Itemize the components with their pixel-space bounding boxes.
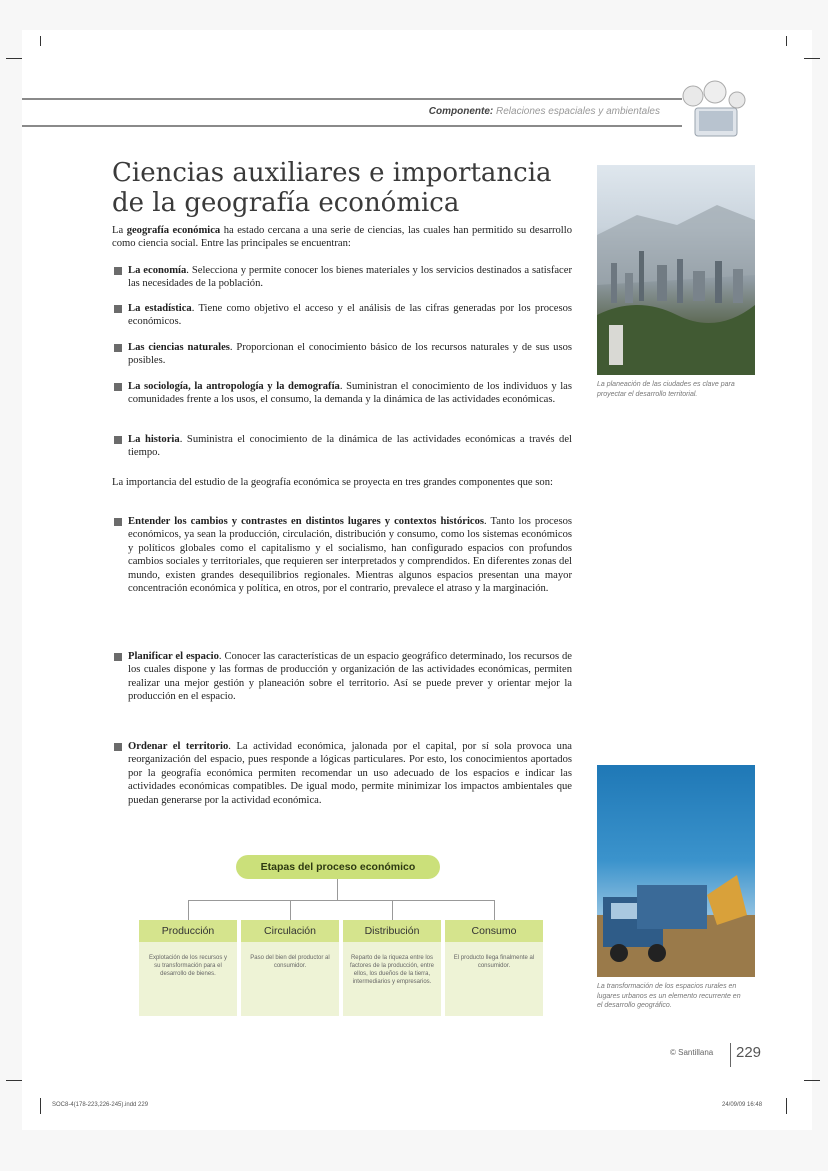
stage-description: Explotación de los recursos y su transformación para el desarrollo de bienes. [148,955,228,977]
intro-bold: geografía económica [126,225,221,236]
crop-mark [40,1098,41,1114]
stage-name: Producción [139,920,237,942]
diagram-connector [290,900,291,920]
diagram-connector [392,900,393,920]
bullet-square-icon [114,436,122,444]
bullet-text: . Proporcionan el conocimiento básico de los recursos naturales y de sus usos posibles. [128,342,572,367]
header-rule [22,125,682,127]
component-value: Relaciones espaciales y ambientales [496,106,660,117]
importance-paragraph: La importancia del estudio de la geografía económica se proyecta en tres grandes componentes que son: [112,477,553,488]
bullet-text: . Conocer las características de un espacio geográfico determinado, los recursos de los cuales dispone y las formas de producción y organización de las actividades económicas, permiten realizar una mejor gestión y planeación sobre el territorio. Así se puede prever y orientar mejor la producción en el espacio. [128,651,572,703]
bullet-text: . Suministran el conocimiento de los individuos y las comunidades frente a los usos, el consumo, la demanda y la dinámica de las actividades económicas. [128,381,572,406]
bullet-term: Ordenar el territorio [128,741,229,752]
crop-mark [804,58,820,59]
truck-photo [597,765,755,977]
print-slug-left: SOC8-4(178-223,226-245).indd 229 [52,1102,149,1108]
diagram-connector [188,900,189,920]
diagram-connector [188,900,494,901]
bullet-term: La sociología, la antropología y la demografía [128,381,340,392]
list-item [112,264,572,291]
crop-mark [786,1098,787,1114]
list-item [112,380,572,407]
bullet-text: . Suministra el conocimiento de la dinámica de las actividades económicas a través del tiempo. [128,434,572,459]
photo-caption: La transformación de los espacios rurales en lugares urbanos es un elemento recurrente en el desarrollo geográfico. [597,983,741,1009]
crop-mark [804,1080,820,1081]
list-item [112,740,572,807]
stage-card-consumo [445,920,543,1016]
bullet-square-icon [114,743,122,751]
crop-mark [6,1080,22,1081]
diagram-title: Etapas del proceso económico [236,855,440,879]
stage-name: Consumo [445,920,543,942]
component-label: Componente: [428,106,494,117]
bullet-term: Las ciencias naturales [128,342,230,353]
list-item [112,650,572,704]
list-item [112,433,572,460]
bullet-square-icon [114,518,122,526]
bullet-term: La estadística [128,303,192,314]
footer-divider [730,1043,731,1067]
truck-illustration [597,765,755,977]
intro-pre: La [112,225,127,236]
stage-card-circulacion [241,920,339,1016]
stage-description: Paso del bien del productor al consumidor. [250,955,330,969]
page-number: 229 [736,1044,762,1061]
publisher-brand: © Santillana [670,1048,714,1057]
page-title [112,158,582,218]
title-line-1: Ciencias auxiliares e importancia [112,158,552,188]
crop-mark [40,36,41,46]
list-item [112,302,572,329]
bullet-text: . Selecciona y permite conocer los bienes materiales y los servicios destinados a satisfacer las necesidades de la población. [128,265,572,290]
stage-description: El producto llega finalmente al consumidor. [453,955,535,969]
bullet-text: . La actividad económica, jalonada por el capital, por sí sola provoca una reorganización del espacio, pues responde a lógicas particulares. Por esto, los conocimientos aportados por la geografía económica permiten recomendar un uso adecuado de los espacios e indicar las actividades económicas compatibles. De igual modo, permite minimizar los impactos ambientales que puedan generarse por la actividad económica. [128,741,572,806]
city-skyline-illustration [597,165,755,375]
stage-card-produccion [139,920,237,1016]
bullet-term: Planificar el espacio [128,651,219,662]
mascot-computer-icon [665,78,755,140]
bullet-text: . Tanto los procesos económicos, ya sean la producción, circulación, distribución y consumo, como los sistemas económicos y políticos globales como el capitalismo y el socialismo, han configurado espacios con profundos cambios sociales y territoriales, que requieren ser interpretados y comprendidos. En diferentes zonas del mundo, existen grandes desequilibrios regionales. Mientras algunos espacios presentan una mayor concentración económica y política, en otros, por el contrario, prevalece el atraso y la marginación. [128,516,572,595]
component-header [330,106,660,117]
list-item [112,515,572,595]
diagram-connector [337,879,338,900]
intro-post: ha estado cercana a una serie de ciencias, las cuales han permitido su desarrollo como ciencia social. Entre las principales se encuentran: [112,225,572,250]
stage-card-distribucion [343,920,441,1016]
bullet-square-icon [114,305,122,313]
print-slug-right: 24/09/09 16:48 [722,1102,763,1108]
diagram-connector [494,900,495,920]
stage-name: Distribución [343,920,441,942]
crop-mark [786,36,787,46]
list-item [112,341,572,368]
bullet-term: La economía [128,265,187,276]
stage-name: Circulación [241,920,339,942]
bullet-square-icon [114,267,122,275]
bullet-text: . Tiene como objetivo el acceso y el análisis de las cifras generadas por los procesos económicos. [128,303,573,328]
title-line-2: de la geografía económica [112,188,460,218]
bullet-term: La historia [128,434,180,445]
photo-caption: La planeación de las ciudades es clave para proyectar el desarrollo territorial. [597,381,735,398]
intro-paragraph [112,224,572,251]
city-photo [597,165,755,375]
stage-description: Reparto de la riqueza entre los factores de la producción, entre ellos, los dueños de la tierra, intermediarios y empresarios. [349,955,435,985]
header-rule [22,98,682,100]
bullet-term: Entender los cambios y contrastes en distintos lugares y contextos históricos [128,516,485,527]
bullet-square-icon [114,653,122,661]
crop-mark [6,58,22,59]
bullet-square-icon [114,344,122,352]
bullet-square-icon [114,383,122,391]
